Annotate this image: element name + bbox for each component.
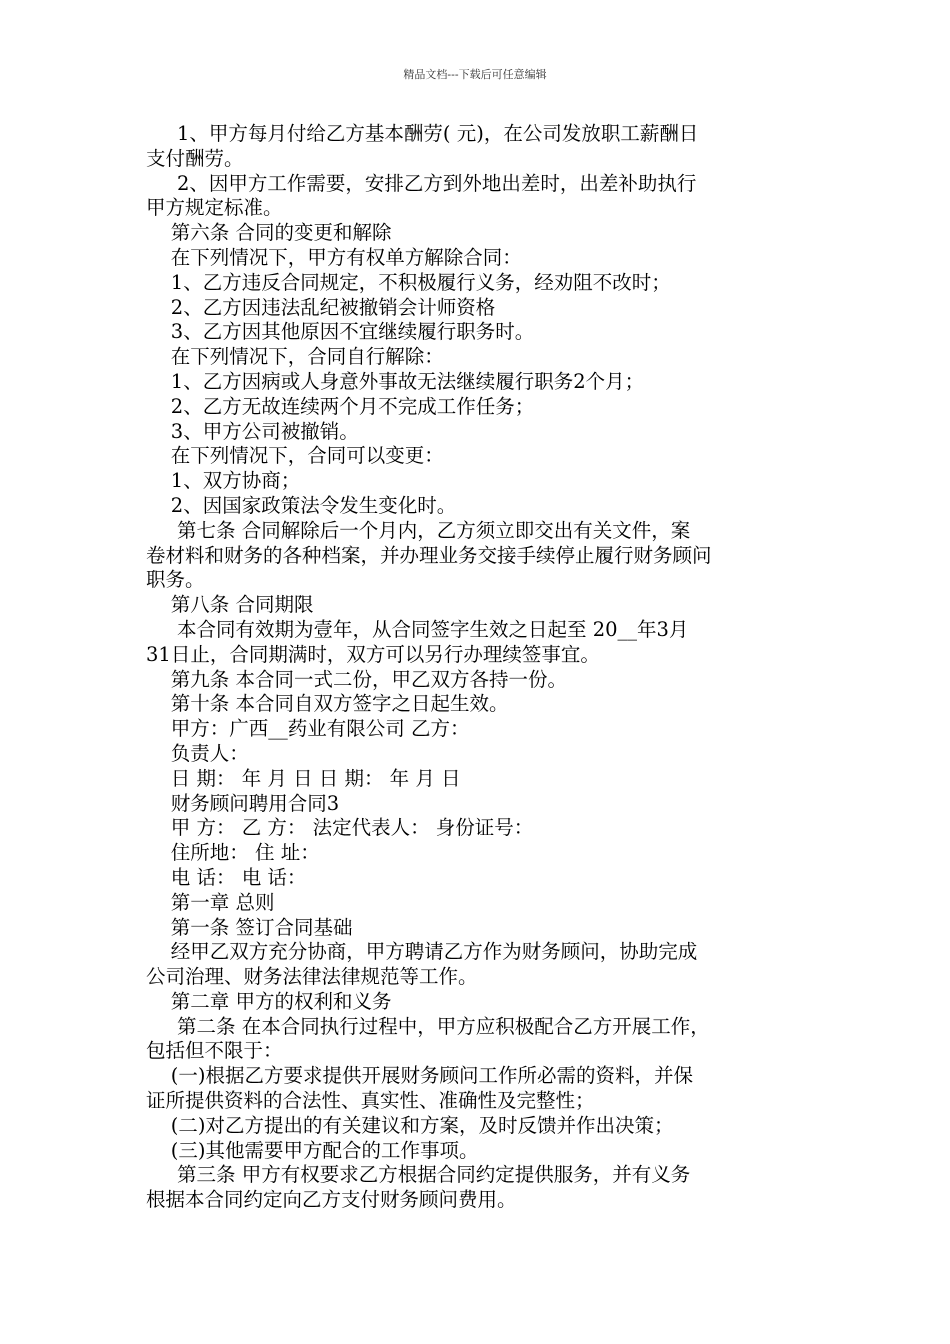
text-line: 公司治理、财务法律法律规范等工作。 [146, 965, 478, 989]
page-header: 精品文档---下载后可任意编辑 [403, 68, 547, 81]
text-line: 第二章 甲方的权利和义务 [146, 989, 392, 1013]
text-line: 经甲乙双方充分协商，甲方聘请乙方作为财务顾问，协助完成 [146, 940, 698, 964]
text-line: 财务顾问聘用合同3 [146, 791, 340, 815]
text-line: (三)其他需要甲方配合的工作事项。 [146, 1138, 479, 1162]
text-line: 1、甲方每月付给乙方基本酬劳( 元)，在公司发放职工薪酬日 [146, 122, 699, 145]
text-line: 31日止，合同期满时，双方可以另行办理续签事宜。 [146, 642, 600, 666]
text-line: 2、因甲方工作需要，安排乙方到外地出差时，出差补助执行 [146, 171, 697, 195]
text-line: 1、乙方因病或人身意外事故无法继续履行职务2个月； [146, 369, 645, 393]
text-line: 3、甲方公司被撤销。 [146, 419, 359, 443]
text-line: 第六条 合同的变更和解除 [146, 221, 392, 245]
text-line: 2、因国家政策法令发生变化时。 [146, 493, 457, 517]
text-line: 第一条 签订合同基础 [146, 915, 353, 939]
text-line: 第十条 本合同自双方签字之日起生效。 [146, 692, 509, 716]
text-line: 住所地： 住 址： [146, 841, 320, 865]
text-line: 第九条 本合同一式二份，甲乙双方各持一份。 [146, 667, 567, 691]
text-line: (一)根据乙方要求提供开展财务顾问工作所必需的资料，并保 [146, 1064, 694, 1088]
text-line: 职务。 [146, 568, 205, 592]
text-line: 在下列情况下，甲方有权单方解除合同： [146, 245, 522, 269]
text-line: 第三条 甲方有权要求乙方根据合同约定提供服务，并有义务 [146, 1163, 691, 1187]
text-line: 负责人： [146, 741, 249, 765]
text-line: 日 期： 年 月 日 日 期： 年 月 日 [146, 766, 461, 790]
text-line: 包括但不限于： [146, 1039, 283, 1063]
text-line: 甲 方： 乙 方： 法定代表人： 身份证号： [146, 816, 534, 840]
text-line: 根据本合同约定向乙方支付财务顾问费用。 [146, 1188, 517, 1212]
text-line: 第七条 合同解除后一个月内，乙方须立即交出有关文件，案 [146, 518, 691, 542]
text-line: 第八条 合同期限 [146, 593, 314, 617]
document-body [146, 122, 816, 1213]
text-line: 证所提供资料的合法性、真实性、准确性及完整性； [146, 1089, 595, 1113]
text-line: 1、双方协商； [146, 469, 301, 493]
text-line: 2、乙方无故连续两个月不完成工作任务； [146, 394, 535, 418]
text-line: 第一章 总则 [146, 890, 275, 914]
text-line: 甲方：广西__药业有限公司 乙方： [146, 717, 470, 741]
text-line: 电 话： 电 话： [146, 865, 307, 889]
text-line: 卷材料和财务的各种档案，并办理业务交接手续停止履行财务顾问 [146, 543, 712, 567]
text-line: 在下列情况下，合同自行解除： [146, 345, 444, 369]
text-line: (二)对乙方提出的有关建议和方案，及时反馈并作出决策； [146, 1113, 674, 1137]
text-line: 2、乙方因违法乱纪被撤销会计师资格 [146, 295, 496, 319]
text-line: 1、乙方违反合同规定，不积极履行义务，经劝阻不改时； [146, 270, 671, 294]
text-line: 本合同有效期为壹年，从合同签字生效之日起至 20__年3月 [146, 617, 689, 641]
text-line: 支付酬劳。 [146, 146, 244, 170]
text-line: 3、乙方因其他原因不宜继续履行职务时。 [146, 320, 535, 344]
text-line: 甲方规定标准。 [146, 196, 283, 220]
text-line: 第二条 在本合同执行过程中，甲方应积极配合乙方开展工作， [146, 1014, 710, 1038]
text-line: 在下列情况下，合同可以变更： [146, 444, 444, 468]
